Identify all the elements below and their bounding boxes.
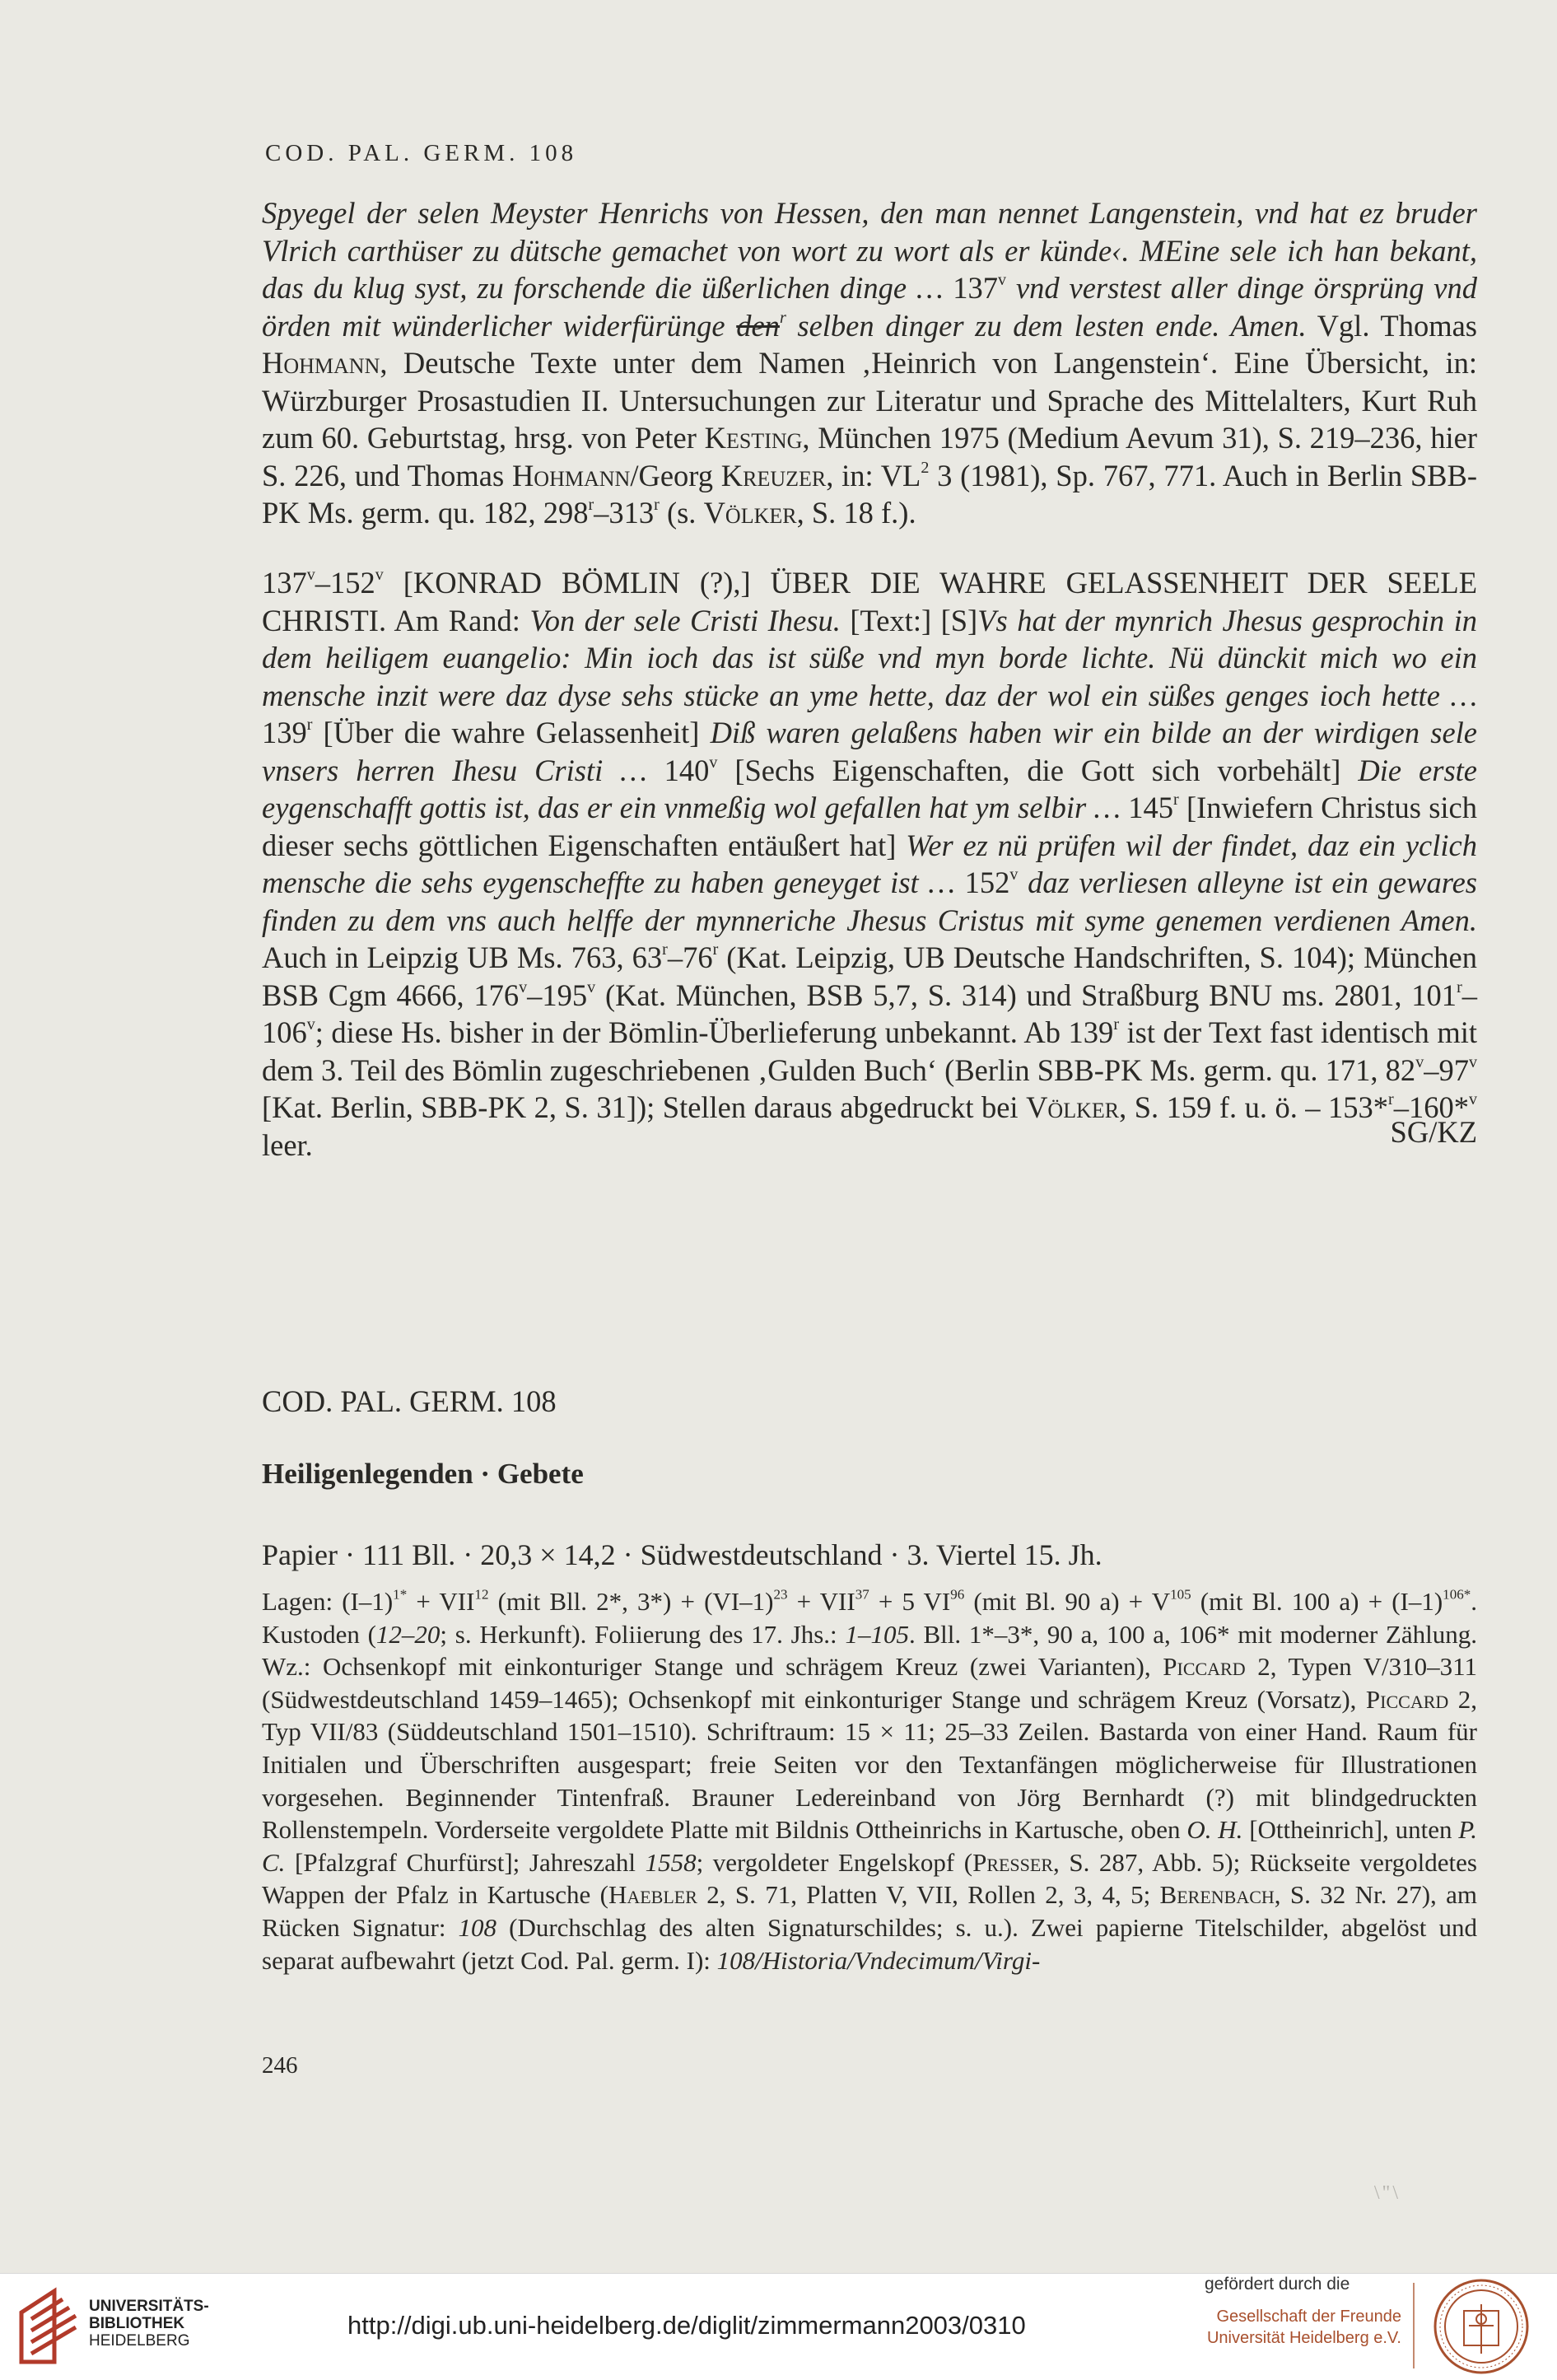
- society-name[interactable]: [1186, 2306, 1401, 2349]
- entry-text-continuation: [262, 194, 1477, 532]
- codex-description: [262, 1585, 1477, 1976]
- author-initials: SG/KZ: [1390, 1115, 1477, 1149]
- description-paragraph: Lagen: $(I-1)^{1*} + VII^{12}$ (mit Bll. 2*, $3*) + (VI-1)^{23} + VII^{37} + 5$ VI$^{96}$ (mit Bl. 90 $a) + V^{105}$ (mit Bl. 100 $a) + (I-1)^{106*}$. Kustoden (12–20; s. Herkunft). Foliierung des 17. Jhs.: 1–105. Bll. 1*–3*, 90 a, 100 a, 106* mit moderner Zählung. Wz.: Ochsenkopf mit einkonturiger Stange und schrägem Kreuz (zwei Varianten), Piccard 2, Typen V/310–311 (Südwestdeutschland 1459–1465); Ochsenkopf mit einkonturiger Stange und schrägem Kreuz (Vorsatz), Piccard 2, Typ VII/83 (Süddeutschland 1501–1510). Schriftraum: 15 × 11; 25–33 Zeilen. Bastarda von einer Hand. Raum für Initialen und Überschriften ausgespart; freie Seiten vor den Textanfängen möglicherweise für Illustrationen vorgesehen. Beginnender Tintenfraß. Brauner Ledereinband von Jörg Bernhardt (?) mit blindgedruckten Rollenstempeln. Vorderseite vergoldete Platte mit Bildnis Ottheinrichs in Kartusche, oben O. H. [Ottheinrich], unten P. C. [Pfalzgraf Churfürst]; Jahreszahl 1558; vergoldeter Engelskopf (Presser, S. 287, Abb. 5); Rückseite vergoldetes Wappen der Pfalz in Kartusche (Haebler 2, S. 71, Platten V, VII, Rollen 2, 3, 4, 5; Berenbach, S. 32 Nr. 27), am Rücken Signatur: 108 (Durchschlag des alten Signaturschildes; s. u.). Zwei papierne Titelschilder, abgelöst und separat aufbewahrt (jetzt Cod. Pal. germ. I): 108/Historia/Vndecimum/Virgi-: [262, 1586, 1478, 1975]
- running-head: COD. PAL. GERM. 108: [265, 140, 578, 166]
- ub-heidelberg-logo-icon[interactable]: [15, 2283, 81, 2368]
- codex-summary: Papier · 111 Bll. · 20,3 × 14,2 · Südwestdeutschland · 3. Viertel 15. Jh.: [262, 1538, 1102, 1571]
- entry-paragraph: Spyegel der selen Meyster Henrichs von Hessen, den man nennet Langenstein, vnd hat ez bruder Vlrich carthüser zu dütsche gemachet von wort zu wort als er künde‹. MEine sele ich han bekant, das du klug syst, zu forschende die üßerlichen dinge … 137$^v$ vnd verstest aller dinge örsprüng vnd örden mit wünderlicher widerfürünge den$^r$ selben dinger zu dem lesten ende. Amen. Vgl. Thomas Hohmann, Deutsche Texte unter dem Namen ‚Heinrich von Langenstein‘. Eine Übersicht, in: Würzburger Prosastudien II. Untersuchungen zur Literatur und Sprache des Mittelalters, Kurt Ruh zum 60. Geburtstag, hrsg. von Peter Kesting, München 1975 (Medium Aevum 31), S. 219–236, hier S. 226, und Thomas Hohmann/Georg Kreuzer, in: $VL^2$ 3 (1981), Sp. 767, 771. Auch in Berlin SBB-PK Ms. germ. qu. 182, 298$^r$–313$^r$ (s. Völker, S. 18 f.).: [262, 196, 1477, 530]
- permalink-url[interactable]: http://digi.ub.uni-heidelberg.de/diglit/zimmermann2003/0310: [347, 2311, 1026, 2340]
- section-title: Heiligenlegenden · Gebete: [262, 1458, 584, 1490]
- library-name-line: HEIDELBERG: [89, 2332, 190, 2350]
- codex-heading: COD. PAL. GERM. 108: [262, 1384, 557, 1418]
- entry-paragraph: 137$^v$–152$^v$ [KONRAD BÖMLIN (?),] ÜBER DIE WAHRE GELASSENHEIT DER SEELE CHRISTI. Am Rand: Von der sele Cristi Ihesu. [Text:] [S]Vs hat der mynrich Jhesus gesprochin in dem heiligem euangelio: Min ioch das ist süße vnd myn borde lichte. Nü dünckit mich wo ein mensche inzit were daz dyse sehs stücke an yme hette, daz der wol ein süßes genges ioch hette … 139$^r$ [Über die wahre Gelassenheit] Diß waren gelaßens haben wir ein bilde an der wirdigen sele vnsers herren Ihesu Cristi … 140$^v$ [Sechs Eigenschaften, die Gott sich vorbehält] Die erste eygenschafft gottis ist, das er ein vnmeßig wol gefallen hat ym selbir … 145$^r$ [Inwiefern Christus sich dieser sechs göttlichen Eigenschaften entäußert hat] Wer ez nü prüfen wil der findet, daz ein yclich mensche die sehs eygenscheffte zu haben geneyget ist … 152$^v$ daz verliesen alleyne ist ein gewares finden zu dem vns auch helffe der mynneriche Jhesus Cristus mit syme genemen verdienen Amen. Auch in Leipzig UB Ms. 763, 63$^r$–76$^r$ (Kat. Leipzig, UB Deutsche Handschriften, S. 104); München BSB Cgm 4666, 176$^v$–195$^v$ (Kat. München, BSB 5,7, S. 314) und Straßburg BNU ms. 2801, 101$^r$–106$^v$; diese Hs. bisher in der Bömlin-Überlieferung unbekannt. Ab 139$^r$ ist der Text fast identisch mit dem 3. Teil des Bömlin zugeschriebenen ‚Gulden Buch‘ (Berlin SBB-PK Ms. germ. qu. 171, 82$^v$–97$^v$ [Kat. Berlin, SBB-PK 2, S. 31]); Stellen daraus abgedruckt bei Völker, S. 159 f. u. ö. – 153*$^r$–160*$^v$ leer.: [262, 565, 1478, 1162]
- library-name[interactable]: [89, 2298, 209, 2350]
- university-seal-icon[interactable]: [1433, 2278, 1530, 2375]
- library-name-line: BIBLIOTHEK: [89, 2315, 185, 2332]
- entry-boemlin: [262, 564, 1477, 1164]
- funded-by-label: gefördert durch die: [1205, 2275, 1350, 2294]
- library-name-line: UNIVERSITÄTS-: [89, 2298, 209, 2315]
- society-name-line: Universität Heidelberg e.V.: [1206, 2329, 1401, 2347]
- society-name-line: Gesellschaft der Freunde: [1216, 2308, 1401, 2326]
- bleed-through-mark: \"\: [1373, 2182, 1401, 2204]
- footer-divider: [1413, 2283, 1415, 2368]
- page-number: 246: [262, 2052, 298, 2079]
